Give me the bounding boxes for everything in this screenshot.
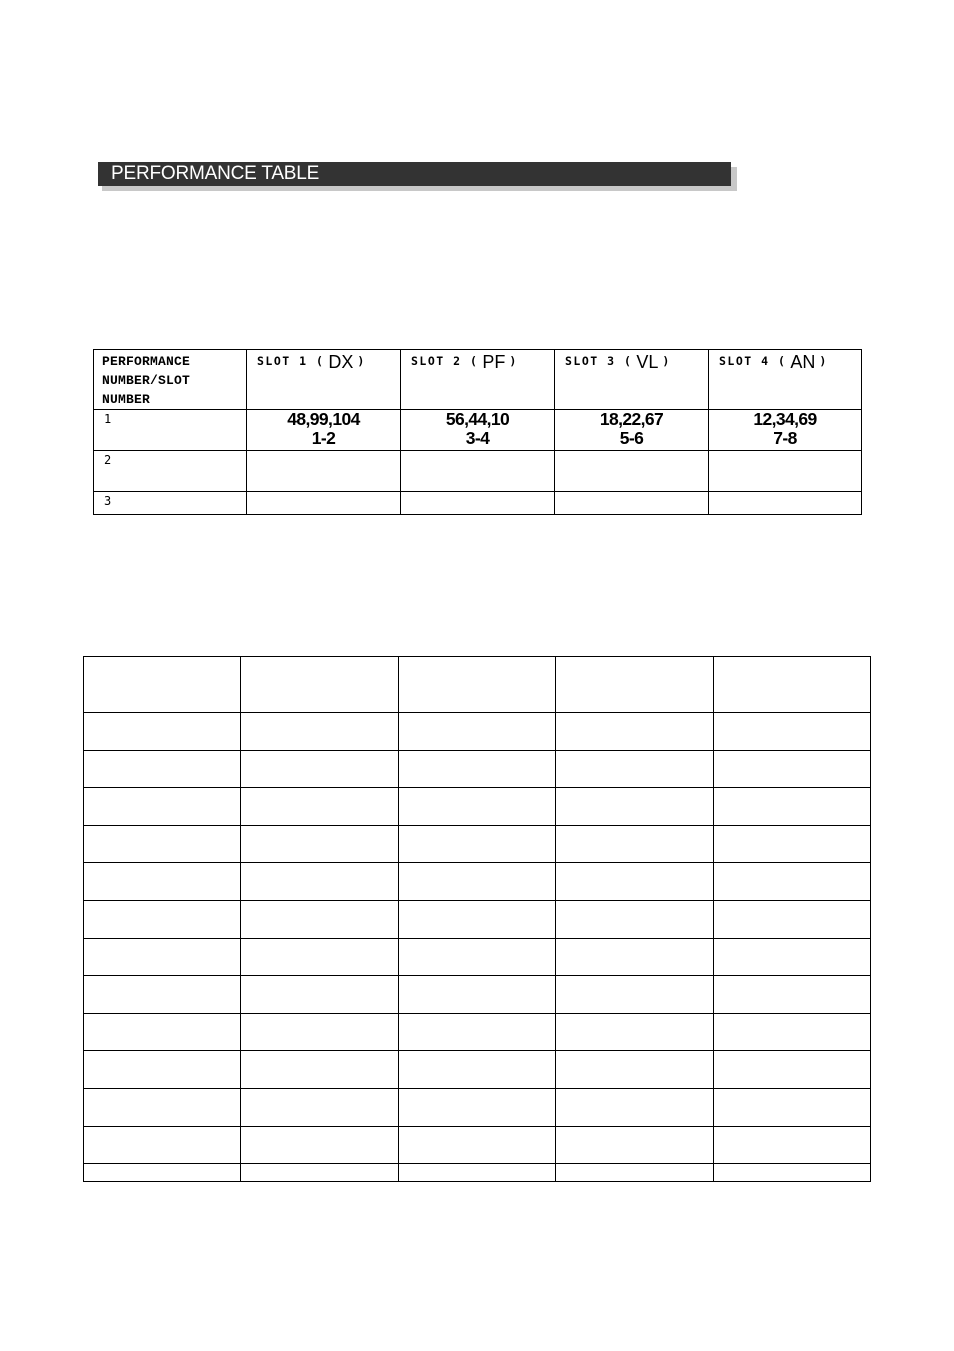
blank-table-cell xyxy=(556,976,713,1014)
slot-value-cell xyxy=(709,492,862,515)
blank-table-cell xyxy=(398,713,555,751)
blank-table-cell xyxy=(241,1051,398,1089)
blank-table-row xyxy=(84,863,871,901)
blank-table-cell xyxy=(556,863,713,901)
slot-value-cell xyxy=(247,451,401,492)
blank-table-row xyxy=(84,1126,871,1164)
header-slot-1 xyxy=(247,350,401,410)
blank-table-cell xyxy=(713,938,870,976)
slot-value-cell xyxy=(247,492,401,515)
performance-number: 3 xyxy=(94,492,247,515)
header-slot-4 xyxy=(709,350,862,410)
slot-suffix: ) xyxy=(662,354,670,368)
slot-prefix: SLOT 1 ( xyxy=(257,354,325,368)
blank-table-cell xyxy=(241,1126,398,1164)
blank-table-cell xyxy=(556,788,713,826)
blank-table-cell xyxy=(84,713,241,751)
slot-value-numbers: 12,34,69 xyxy=(753,409,817,429)
blank-table-cell xyxy=(713,900,870,938)
blank-table-cell xyxy=(84,976,241,1014)
blank-table-cell xyxy=(713,657,870,713)
blank-table-cell xyxy=(398,1164,555,1182)
slot-value-numbers: 48,99,104 xyxy=(287,409,360,429)
header-line: NUMBER xyxy=(102,392,151,407)
blank-table-cell xyxy=(713,863,870,901)
blank-table-cell xyxy=(241,825,398,863)
header-slot-2 xyxy=(401,350,555,410)
blank-table-cell xyxy=(84,1164,241,1182)
slot-value-cell xyxy=(555,492,709,515)
blank-table-cell xyxy=(398,788,555,826)
blank-table-cell xyxy=(241,976,398,1014)
blank-table-cell xyxy=(398,1088,555,1126)
blank-table-cell xyxy=(241,900,398,938)
blank-table-cell xyxy=(556,1088,713,1126)
blank-table xyxy=(83,656,871,1182)
blank-table-cell xyxy=(556,1051,713,1089)
blank-table-cell xyxy=(84,1051,241,1089)
blank-table-cell xyxy=(398,863,555,901)
blank-table-cell xyxy=(713,788,870,826)
performance-table xyxy=(93,349,862,515)
blank-table-row xyxy=(84,825,871,863)
blank-table-row xyxy=(84,1013,871,1051)
blank-table-cell xyxy=(556,713,713,751)
blank-table-row xyxy=(84,900,871,938)
blank-table-row xyxy=(84,1088,871,1126)
blank-table-cell xyxy=(84,1088,241,1126)
blank-table-cell xyxy=(556,1126,713,1164)
slot-value-cell xyxy=(401,492,555,515)
table-row xyxy=(94,451,862,492)
header-performance-slot xyxy=(94,350,247,410)
blank-table-cell xyxy=(713,1051,870,1089)
slot-value-range: 3-4 xyxy=(465,428,490,448)
blank-table-row xyxy=(84,713,871,751)
blank-table-cell xyxy=(241,657,398,713)
blank-table-cell xyxy=(713,1088,870,1126)
slot-value-cell xyxy=(247,410,401,451)
blank-table-cell xyxy=(241,788,398,826)
blank-table-cell xyxy=(84,1013,241,1051)
blank-table-cell xyxy=(556,1164,713,1182)
header-line: NUMBER/SLOT xyxy=(102,373,191,388)
blank-table-cell xyxy=(84,938,241,976)
table-row xyxy=(94,410,862,451)
slot-code: PF xyxy=(482,352,506,372)
blank-table-cell xyxy=(713,825,870,863)
slot-value-range: 7-8 xyxy=(773,428,797,448)
blank-table-cell xyxy=(556,1013,713,1051)
blank-table-cell xyxy=(241,1088,398,1126)
slot-suffix: ) xyxy=(819,354,827,368)
blank-table-cell xyxy=(556,900,713,938)
blank-table-cell xyxy=(713,1164,870,1182)
blank-table-cell xyxy=(556,825,713,863)
blank-table-cell xyxy=(713,976,870,1014)
slot-prefix: SLOT 4 ( xyxy=(719,354,787,368)
blank-table-cell xyxy=(398,657,555,713)
blank-table-cell xyxy=(398,825,555,863)
blank-table-cell xyxy=(241,713,398,751)
blank-table-cell xyxy=(713,713,870,751)
slot-prefix: SLOT 3 ( xyxy=(565,354,633,368)
blank-table-row xyxy=(84,1164,871,1182)
blank-table-cell xyxy=(241,1013,398,1051)
blank-table-cell xyxy=(556,938,713,976)
blank-table-cell xyxy=(241,863,398,901)
slot-suffix: ) xyxy=(509,354,517,368)
header-row xyxy=(94,350,862,410)
blank-table-cell xyxy=(398,900,555,938)
blank-table-cell xyxy=(713,1013,870,1051)
table-row xyxy=(94,492,862,515)
slot-value-range: 1-2 xyxy=(311,428,336,448)
blank-table-cell xyxy=(398,1126,555,1164)
blank-table-cell xyxy=(398,938,555,976)
blank-table-cell xyxy=(84,788,241,826)
blank-table-cell xyxy=(84,900,241,938)
header-slot-3 xyxy=(555,350,709,410)
blank-table-cell xyxy=(241,1164,398,1182)
blank-table-cell xyxy=(241,938,398,976)
slot-code: AN xyxy=(790,352,816,372)
slot-code: VL xyxy=(636,352,659,372)
blank-table-cell xyxy=(398,976,555,1014)
blank-table-cell xyxy=(84,750,241,788)
blank-table-cell xyxy=(713,750,870,788)
blank-table-cell xyxy=(398,1013,555,1051)
slot-value-cell xyxy=(709,410,862,451)
slot-value-numbers: 18,22,67 xyxy=(599,409,664,429)
blank-table-cell xyxy=(84,657,241,713)
page-title: PERFORMANCE TABLE xyxy=(98,162,731,186)
slot-value-cell xyxy=(709,451,862,492)
blank-table-cell xyxy=(84,863,241,901)
blank-table-cell xyxy=(556,657,713,713)
blank-table-cell xyxy=(398,1051,555,1089)
blank-table-cell xyxy=(398,750,555,788)
performance-number: 2 xyxy=(94,451,247,492)
performance-table-container xyxy=(93,349,863,508)
blank-table-row xyxy=(84,788,871,826)
slot-value-cell xyxy=(401,451,555,492)
slot-suffix: ) xyxy=(357,354,365,368)
blank-table-row xyxy=(84,938,871,976)
slot-prefix: SLOT 2 ( xyxy=(411,354,479,368)
header-line: PERFORMANCE xyxy=(102,354,191,369)
performance-number: 1 xyxy=(94,410,247,451)
blank-table-cell xyxy=(84,1126,241,1164)
slot-code: DX xyxy=(328,352,354,372)
blank-table-row xyxy=(84,657,871,713)
blank-table-row xyxy=(84,750,871,788)
slot-value-cell xyxy=(555,410,709,451)
blank-table-row xyxy=(84,1051,871,1089)
slot-value-range: 5-6 xyxy=(619,428,644,448)
blank-table-cell xyxy=(556,750,713,788)
blank-table-cell xyxy=(241,750,398,788)
blank-table-row xyxy=(84,976,871,1014)
slot-value-numbers: 56,44,10 xyxy=(445,409,510,429)
slot-value-cell xyxy=(555,451,709,492)
blank-table-cell xyxy=(713,1126,870,1164)
slot-value-cell xyxy=(401,410,555,451)
blank-table-cell xyxy=(84,825,241,863)
